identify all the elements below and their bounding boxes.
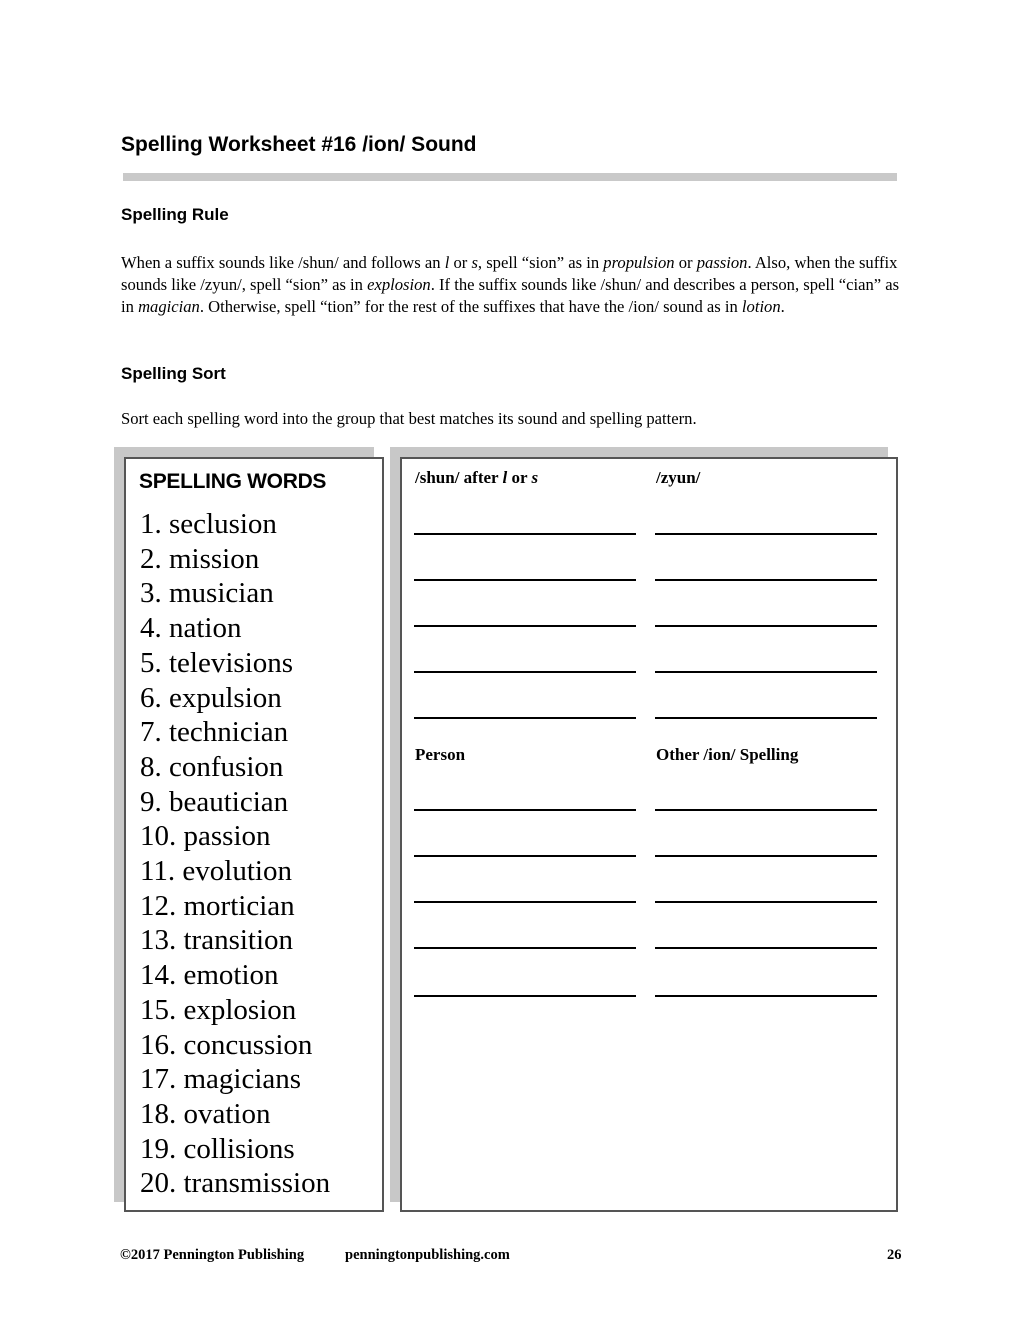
- spelling-word: 11. evolution: [140, 855, 292, 888]
- spelling-word: 15. explosion: [140, 993, 297, 1026]
- page-number: 26: [887, 1247, 902, 1263]
- answer-blank[interactable]: [655, 579, 877, 581]
- spelling-word: 5. televisions: [140, 646, 294, 679]
- answer-blank[interactable]: [414, 625, 636, 627]
- spelling-word: 2. mission: [140, 542, 260, 575]
- spelling-word: 20. transmission: [140, 1167, 331, 1200]
- answer-blank[interactable]: [414, 855, 636, 857]
- spelling-word: 16. concussion: [140, 1028, 313, 1061]
- title-divider: [123, 173, 897, 181]
- sort-instructions: Sort each spelling word into the group that best matches its sound and spelling pattern.: [121, 409, 697, 428]
- spelling-word: 4. nation: [140, 612, 242, 645]
- answer-blank[interactable]: [655, 901, 877, 903]
- answer-blank[interactable]: [655, 995, 877, 997]
- spelling-word: 3. musician: [140, 577, 274, 610]
- group-heading-other: Other /ion/ Spelling: [656, 745, 799, 764]
- spelling-word: 9. beautician: [140, 785, 289, 818]
- group-heading-person: Person: [415, 745, 466, 764]
- answer-blank[interactable]: [414, 717, 636, 719]
- answer-blank[interactable]: [655, 947, 877, 949]
- worksheet-title: Spelling Worksheet #16 /ion/ Sound: [121, 133, 477, 156]
- spelling-word: 17. magicians: [140, 1063, 302, 1096]
- spelling-word: 6. expulsion: [140, 681, 282, 714]
- spelling-word: 12. mortician: [140, 889, 295, 922]
- answer-blank[interactable]: [414, 579, 636, 581]
- spelling-word-list: [140, 507, 330, 1201]
- spelling-word: 14. emotion: [140, 959, 279, 992]
- answer-blank[interactable]: [655, 625, 877, 627]
- answer-blank[interactable]: [655, 717, 877, 719]
- spelling-word: 13. transition: [140, 924, 294, 957]
- sort-groups-box: [400, 457, 898, 1212]
- spelling-word: 8. confusion: [140, 750, 284, 783]
- spelling-word: 1. seclusion: [140, 508, 277, 540]
- answer-blank[interactable]: [414, 809, 636, 811]
- answer-blank[interactable]: [655, 855, 877, 857]
- answer-blank[interactable]: [414, 533, 636, 535]
- group-heading-zyun: /zyun/: [656, 468, 701, 487]
- group-heading-shun-after-l-or-s: /shun/ after l or s: [415, 468, 539, 487]
- spelling-word: 19. collisions: [140, 1132, 295, 1165]
- answer-blank[interactable]: [414, 901, 636, 903]
- answer-blank[interactable]: [655, 809, 877, 811]
- footer-copyright: ©2017 Pennington Publishing: [120, 1247, 305, 1263]
- spelling-rule-text: When a suffix sounds like /shun/ and follows an l or s, spell “sion” as in propulsion or passion. Also, when the suffix sounds like /zyun/, spell “sion” as in explosion. If the suffix sounds like /shun/ and describes a person, spell “cian” as in magician. Otherwise, spell “tion” for the rest of the suffixes that have the /ion/ sound as in lotion.: [121, 253, 900, 316]
- answer-blank[interactable]: [414, 947, 636, 949]
- footer-website: penningtonpublishing.com: [345, 1247, 510, 1263]
- answer-blank[interactable]: [655, 671, 877, 673]
- spelling-words-heading: SPELLING WORDS: [139, 470, 327, 493]
- answer-blank[interactable]: [414, 671, 636, 673]
- spelling-sort-heading: Spelling Sort: [121, 364, 226, 383]
- answer-blank[interactable]: [655, 533, 877, 535]
- spelling-rule-heading: Spelling Rule: [121, 205, 229, 224]
- answer-blank[interactable]: [414, 995, 636, 997]
- spelling-word: 7. technician: [140, 716, 289, 749]
- spelling-word: 18. ovation: [140, 1097, 271, 1130]
- spelling-word: 10. passion: [140, 820, 271, 853]
